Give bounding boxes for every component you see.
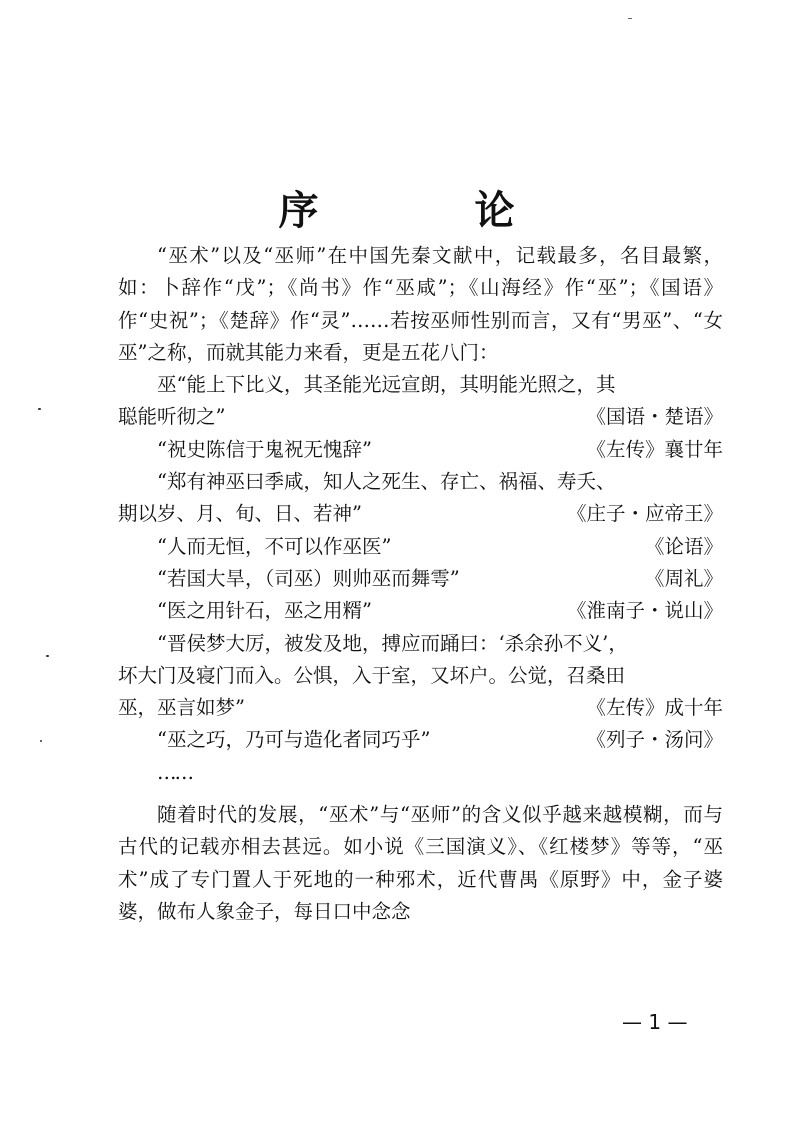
- quote-text: “祝史陈信于鬼祝无愧辞”: [157, 437, 372, 461]
- second-paragraph: 随着时代的发展，“巫术”与“巫师”的含义似乎越来越模糊，而与古代的记载亦相去甚远。如小说《三国演义》、《红楼梦》等等，“巫术”成了专门置人于死地的一种邪术，近代曹禺《原野》中，金子婆婆，做布人象金子，每日口中念念: [118, 803, 723, 923]
- quote-text: “人而无恒，不可以作巫医”: [157, 534, 392, 558]
- quote-text: “若国大旱，（司巫）则帅巫而舞雩”: [157, 566, 460, 590]
- scan-speck: [38, 408, 41, 410]
- quote-source: 《列子・汤问》: [586, 728, 723, 752]
- quote-last-line: [118, 692, 723, 724]
- page-title: 序 论: [278, 187, 573, 234]
- quote-source: 《周礼》: [644, 566, 723, 590]
- quote-source: 《左传》襄廿年: [586, 437, 723, 461]
- quote-zhouli: [118, 563, 723, 595]
- quote-source: 《庄子・应帝王》: [566, 502, 723, 526]
- quote-lunyu: [118, 531, 723, 563]
- quote-text: “巫之巧，乃可与造化者同巧乎”: [157, 728, 431, 752]
- quote-text: 坏大门及寝门而入。公惧，入于室，又坏户。公觉，召桑田: [118, 663, 626, 687]
- quote-source: 《国语・楚语》: [586, 405, 723, 429]
- page-number: — 1 —: [622, 1010, 688, 1034]
- quote-huainanzi: [118, 595, 723, 627]
- quote-last-line: [118, 401, 723, 433]
- quote-ellipsis: ……: [157, 760, 192, 784]
- scan-speck: [40, 740, 42, 742]
- quote-guoyu: [118, 369, 723, 434]
- intro-paragraph: “巫术”以及“巫师”在中国先秦文献中，记载最多，名目最繁，如：卜辞作“戊”；《尚书》作“巫咸”；《山海经》作“巫”；《国语》作“史祝”；《楚辞》作“灵”……若按巫师性别而言，又有“男巫”、“女巫”之称，而就其能力来看，更是五花八门：: [118, 244, 723, 364]
- quote-text: 聪能听彻之”: [118, 405, 226, 429]
- quote-source: 《淮南子・说山》: [566, 599, 723, 623]
- quote-zuozhuan-1: [118, 434, 723, 466]
- quote-text: 巫“能上下比义，其圣能光远宣朗，其明能光照之，其: [157, 373, 616, 397]
- scan-speck: [46, 655, 49, 657]
- quote-liezi: [118, 724, 723, 756]
- quote-source: 《左传》成十年: [586, 696, 723, 720]
- scan-mark: [628, 18, 632, 19]
- quote-last-line: [118, 498, 723, 530]
- quote-text: “郑有神巫曰季咸，知人之死生、存亡、祸福、寿夭、: [157, 470, 616, 494]
- quote-text: 期以岁、月、旬、日、若神”: [118, 502, 362, 526]
- quote-text: 巫，巫言如梦”: [118, 696, 245, 720]
- quote-text: “晋侯梦大厉，被发及地，搏应而踊曰：‘杀余孙不义’，: [157, 631, 628, 655]
- quote-zhuangzi: [118, 466, 723, 531]
- quote-zuozhuan-2: [118, 628, 723, 725]
- quote-source: 《论语》: [644, 534, 723, 558]
- quote-text: “医之用针石，巫之用糈”: [157, 599, 372, 623]
- body-text: [118, 240, 723, 928]
